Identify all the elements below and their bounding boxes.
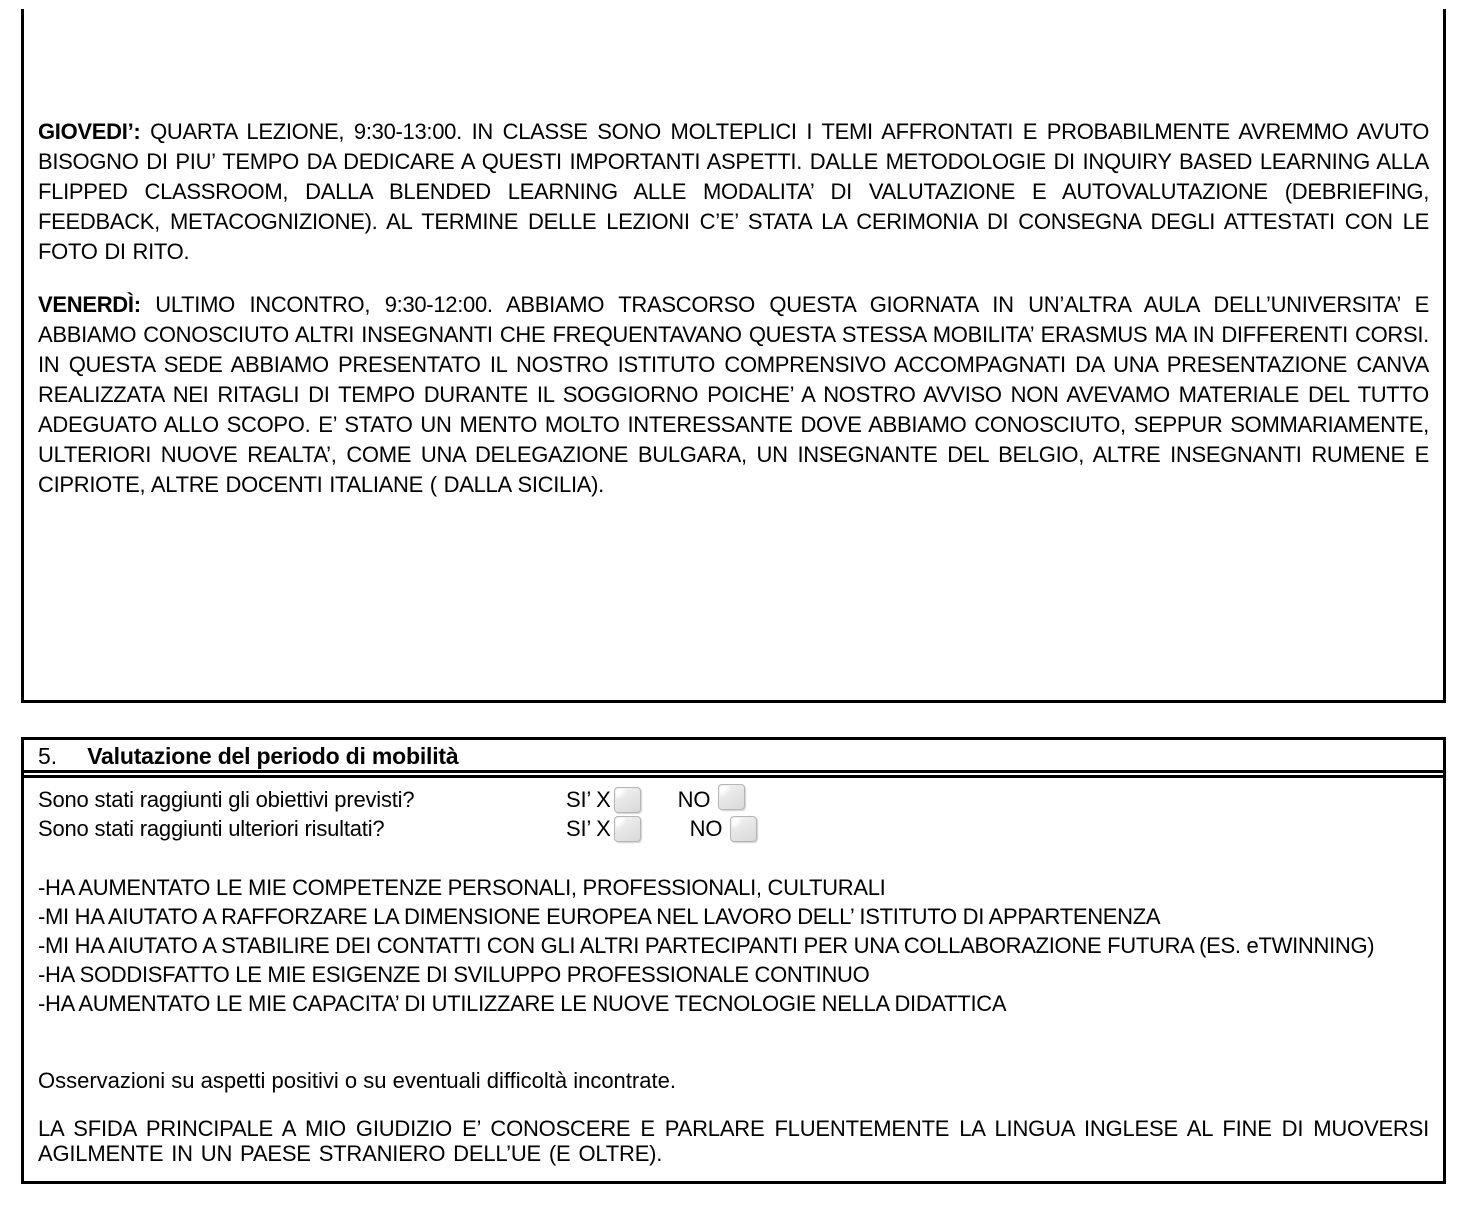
section-title: Valutazione del periodo di mobilità	[87, 743, 459, 769]
no-label: NO	[677, 786, 711, 812]
yes-label: SI’ X	[566, 815, 611, 841]
result-item: -HA AUMENTATO LE MIE CAPACITA’ DI UTILIZZARE LE NUOVE TECNOLOGIE NELLA DIDATTICA	[38, 991, 1007, 1016]
result-item: -MI HA AIUTATO A RAFFORZARE LA DIMENSIONE EUROPEA NEL LAVORO DELL’ ISTITUTO DI APPARTENENZA	[38, 904, 1161, 929]
checkbox-no-risultati[interactable]	[730, 816, 757, 842]
no-label: NO	[689, 815, 723, 841]
result-item: -HA AUMENTATO LE MIE COMPETENZE PERSONALI, PROFESSIONALI, CULTURALI	[38, 875, 886, 900]
observations-text: LA SFIDA PRINCIPALE A MIO GIUDIZIO E’ CONOSCERE E PARLARE FLUENTEMENTE LA LINGUA INGLESE AL FINE DI MUOVERSI AGILMENTE IN UN PAESE STRANIERO DELL’UE (E OLTRE).	[38, 1116, 1429, 1166]
section-number: 5.	[38, 743, 58, 769]
paragraph-giovedi	[38, 117, 1429, 267]
paragraph-giovedi-label: GIOVEDI’:	[38, 119, 141, 144]
checkbox-si-obiettivi[interactable]	[614, 787, 641, 813]
paragraph-venerdi-text: ULTIMO INCONTRO, 9:30-12:00. ABBIAMO TRASCORSO QUESTA GIORNATA IN UN’ALTRA AULA DELL’UNIVERSITA’ E ABBIAMO CONOSCIUTO ALTRI INSEGNANTI CHE FREQUENTAVANO QUESTA STESSA MOBILITA’ ERASMUS MA IN DIFFERENTI CORSI. IN QUESTA SEDE ABBIAMO PRESENTATO IL NOSTRO ISTITUTO COMPRENSIVO ACCOMPAGNATI DA UNA PRESENTAZIONE CANVA REALIZZATA NEI RITAGLI DI TEMPO DURANTE IL SOGGIORNO POICHE’ A NOSTRO AVVISO NON AVEVAMO MATERIALE DEL TUTTO ADEGUATO ALLO SCOPO. E’ STATO UN MENTO MOLTO INTERESSANTE DOVE ABBIAMO CONOSCIUTO, SEPPUR SOMMARIAMENTE, ULTERIORI NUOVE REALTA’, COME UNA DELEGAZIONE BULGARA, UN INSEGNANTE DEL BELGIO, ALTRE INSEGNANTI RUMENE E CIPRIOTE, ALTRE DOCENTI ITALIANE ( DALLA SICILIA).	[38, 292, 1429, 497]
evaluation-section-box	[21, 737, 1446, 1184]
result-item: -MI HA AIUTATO A STABILIRE DEI CONTATTI CON GLI ALTRI PARTECIPANTI PER UNA COLLABORAZIONE FUTURA (ES. eTWINNING)	[38, 933, 1375, 958]
spacer	[38, 1018, 1429, 1066]
question-row-risultati	[38, 814, 1429, 843]
checkbox-no-obiettivi[interactable]	[718, 784, 745, 810]
paragraph-venerdi	[38, 290, 1429, 500]
section-body	[24, 775, 1443, 1166]
question-text: Sono stati raggiunti ulteriori risultati?	[38, 815, 385, 841]
spacer	[38, 843, 1429, 873]
yes-label: SI’ X	[566, 786, 611, 812]
checkbox-si-risultati[interactable]	[614, 816, 641, 842]
result-item: -HA SODDISFATTO LE MIE ESIGENZE DI SVILUPPO PROFESSIONALE CONTINUO	[38, 962, 870, 987]
paragraph-venerdi-label: VENERDÌ:	[38, 292, 141, 317]
diary-box	[21, 9, 1446, 703]
observations-label: Osservazioni su aspetti positivi o su eventuali difficoltà incontrate.	[38, 1068, 676, 1093]
section-header	[24, 740, 1443, 773]
question-row-obiettivi	[38, 785, 1429, 814]
question-text: Sono stati raggiunti gli obiettivi previsti?	[38, 786, 415, 812]
paragraph-giovedi-text: QUARTA LEZIONE, 9:30-13:00. IN CLASSE SONO MOLTEPLICI I TEMI AFFRONTATI E PROBABILMENTE AVREMMO AVUTO BISOGNO DI PIU’ TEMPO DA DEDICARE A QUESTI IMPORTANTI ASPETTI. DALLE METODOLOGIE DI INQUIRY BASED LEARNING ALLA FLIPPED CLASSROOM, DALLA BLENDED LEARNING ALLE MODALITA’ DI VALUTAZIONE E AUTOVALUTAZIONE (DEBRIEFING, FEEDBACK, METACOGNIZIONE). AL TERMINE DELLE LEZIONI C’E’ STATA LA CERIMONIA DI CONSEGNA DEGLI ATTESTATI CON LE FOTO DI RITO.	[38, 119, 1430, 264]
